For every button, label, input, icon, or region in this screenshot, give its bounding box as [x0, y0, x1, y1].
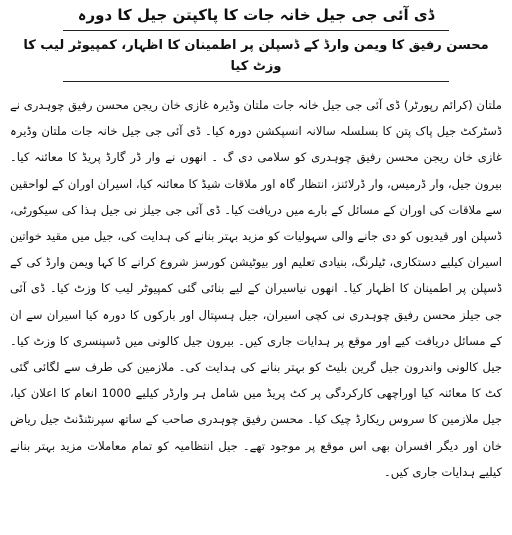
- headline-divider: [63, 30, 450, 31]
- headline: ڈی آئی جی جیل خانہ جات کا پاکپتن جیل کا دورہ: [77, 6, 435, 24]
- article-body: ملتان (کرائم رپورٹر) ڈی آئی جی جیل خانہ جات ملتان وڈیرہ غازی خان ریجن محسن رفیق چوہدری نے ڈسٹرکٹ جیل پاک پتن کا بسلسلہ سالانہ انسپکشن دورہ کیا۔ ڈی آئی جی جیل خانہ جات ملتان وڈیرہ غازی خان ریجن محسن رفیق چوہدری کو سلامی دی گ ۔ انھوں نے وار ڈر گارڈ پریڈ کا معائنہ کیا۔ بیرون جیل، وار ڈرمیس، وار ڈرلائنز، انتظار گاہ اور ملاقات شیڈ کا معائنہ کیا، اسیران اوران کے لواحقین سے ملاقات کی اوران کے مسائل کے بارے میں دریافت کیا۔ ڈی آئی جی جیلز نی جیل ہذا کی سیکورٹی، ڈسپلن اور قیدیوں کو دی جانے والی سہولیات کو مزید بہتر بنانے کی ہدایت کی، جیل میں مقید خواتین اسیران کیلیے دستکاری، ٹیلرنگ، بنیادی تعلیم اور بیوٹیشن کورسز شروع کرانے کا کہا ویمن وارڈ کی کے ڈسپلن پر اطمینان کا اظہار کیا۔ انھوں نیاسیران کے لیے بنائی گئی کمپیوٹر لیب کا وزٹ کیا۔ ڈی آئی جی جیلز محسن رفیق چوہدری نی کچی اسیران، جیل ہسپتال اور بارکوں کا دورہ کیا اسیران سے ان کے مسائل دریافت کیے اور موقع پر ہدایات جاری کیں۔ بیرون جیل کالونی میں ڈسپنسری کا وزٹ کیا۔ جیل کالونی واندرون جیل گرین بلیٹ کو بہتر بنانے کی ہدایت کی۔ ملازمین کی طرف سے لگائی گئی کٹ کا معائنہ کیا اوراچھی کارکردگی پر کٹ پریڈ میں شامل ہر وارڈر کیلیے 1000 انعام کا اعلان کیا، جیل ملازمین کا سروس ریکارڈ چیک کیا۔ محسن رفیق چوہدری صاحب کے ساتھ سپرنٹنڈنٹ جیل ریاض خان اور دیگر افسران بھی اس موقع پر موجود تھے۔ جیل انتظامیہ کو تمام معاملات مزید بہتر بنانے کیلیے ہدایات جاری کیں۔: [10, 98, 502, 479]
- subheadline: محسن رفیق کا ویمن وارڈ کے ڈسپلن پر اطمینان کا اظہار، کمپیوٹر لیب کا وزٹ کیا: [23, 38, 489, 74]
- subheadline-divider: [63, 81, 450, 82]
